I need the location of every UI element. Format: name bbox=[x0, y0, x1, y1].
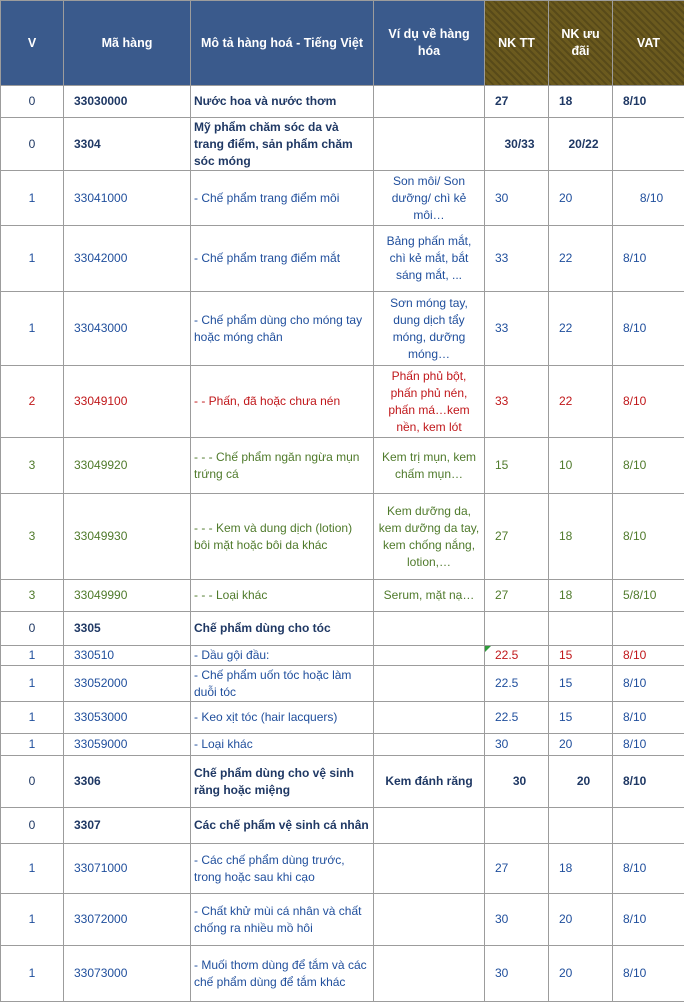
cell-v-text: 0 bbox=[28, 94, 36, 108]
cell-description bbox=[191, 946, 374, 1002]
cell-nk-tt-text: 33 bbox=[495, 251, 509, 265]
table-row bbox=[1, 292, 684, 366]
cell-vat-text: 8/10 bbox=[623, 394, 647, 408]
cell-v-text: 2 bbox=[28, 394, 36, 408]
cell-nk-tt bbox=[485, 366, 549, 438]
cell-example bbox=[374, 734, 485, 756]
cell-description bbox=[191, 226, 374, 292]
cell-code-text: 33043000 bbox=[74, 321, 128, 335]
cell-v bbox=[1, 734, 64, 756]
header-example: Ví dụ về hàng hóa bbox=[374, 1, 485, 86]
cell-vat bbox=[613, 646, 684, 666]
cell-nk-tt-text: 15 bbox=[495, 458, 509, 472]
cell-nk-uu-dai-text: 18 bbox=[559, 529, 573, 543]
cell-description-text: - Chất khử mùi cá nhân và chất chống ra nhiều mồ hôi bbox=[194, 903, 362, 935]
cell-code bbox=[64, 844, 191, 894]
cell-description-text: - - - Loại khác bbox=[194, 588, 268, 602]
cell-vat bbox=[613, 756, 684, 808]
cell-v-text: 1 bbox=[28, 966, 36, 980]
cell-v bbox=[1, 438, 64, 494]
cell-code bbox=[64, 894, 191, 946]
cell-nk-uu-dai-text: 22 bbox=[559, 394, 573, 408]
cell-nk-uu-dai bbox=[549, 646, 613, 666]
cell-nk-tt-text: 33 bbox=[495, 394, 509, 408]
cell-example-text: Phấn phủ bột, phấn phủ nén, phấn má…kem nền, kem lót bbox=[388, 368, 470, 434]
cell-code-text: 33049930 bbox=[74, 529, 128, 543]
cell-nk-uu-dai bbox=[549, 702, 613, 734]
cell-v-text: 3 bbox=[28, 588, 36, 602]
cell-nk-uu-dai bbox=[549, 808, 613, 844]
cell-v bbox=[1, 171, 64, 226]
cell-code bbox=[64, 438, 191, 494]
cell-description bbox=[191, 494, 374, 580]
cell-nk-tt bbox=[485, 438, 549, 494]
cell-example-text: Bảng phấn mắt, chì kẻ mắt, bắt sáng mắt, ... bbox=[386, 234, 472, 282]
cell-v bbox=[1, 756, 64, 808]
cell-nk-tt bbox=[485, 646, 549, 666]
cell-description bbox=[191, 756, 374, 808]
cell-description bbox=[191, 612, 374, 646]
cell-nk-tt-text: 22.5 bbox=[495, 648, 519, 662]
cell-vat bbox=[613, 844, 684, 894]
cell-vat-text: 8/10 bbox=[623, 676, 647, 690]
cell-nk-uu-dai bbox=[549, 894, 613, 946]
cell-example-text: Kem dưỡng da, kem dưỡng da tay, kem chống nắng, lotion,… bbox=[378, 503, 480, 569]
cell-nk-uu-dai bbox=[549, 734, 613, 756]
table-row bbox=[1, 666, 684, 702]
cell-code bbox=[64, 808, 191, 844]
cell-vat bbox=[613, 226, 684, 292]
cell-vat bbox=[613, 292, 684, 366]
cell-description bbox=[191, 171, 374, 226]
cell-example bbox=[374, 702, 485, 734]
cell-code-text: 33052000 bbox=[74, 676, 128, 690]
cell-example-text: Kem đánh răng bbox=[385, 774, 473, 788]
header-description: Mô tả hàng hoá - Tiếng Việt bbox=[191, 1, 374, 86]
cell-code-text: 33059000 bbox=[74, 737, 128, 751]
cell-nk-tt bbox=[485, 666, 549, 702]
cell-example bbox=[374, 86, 485, 118]
cell-nk-tt-text: 22.5 bbox=[495, 676, 519, 690]
cell-description bbox=[191, 894, 374, 946]
cell-description bbox=[191, 702, 374, 734]
cell-v-text: 1 bbox=[28, 861, 36, 875]
cell-nk-uu-dai-text: 20/22 bbox=[568, 136, 599, 151]
table-row bbox=[1, 946, 684, 1002]
cell-v-text: 1 bbox=[28, 912, 36, 926]
cell-vat bbox=[613, 946, 684, 1002]
cell-example bbox=[374, 171, 485, 226]
cell-nk-tt bbox=[485, 808, 549, 844]
cell-nk-uu-dai bbox=[549, 86, 613, 118]
cell-nk-uu-dai-text: 20 bbox=[559, 190, 573, 205]
cell-nk-tt bbox=[485, 226, 549, 292]
cell-nk-uu-dai-text: 15 bbox=[559, 676, 573, 690]
cell-code bbox=[64, 646, 191, 666]
cell-description-text: - Muối thơm dùng để tắm và các chế phẩm dùng để tắm khác bbox=[194, 957, 367, 989]
cell-nk-tt bbox=[485, 734, 549, 756]
cell-vat bbox=[613, 366, 684, 438]
cell-v bbox=[1, 292, 64, 366]
cell-vat-text: 8/10 bbox=[623, 774, 647, 788]
cell-v bbox=[1, 118, 64, 171]
table-row bbox=[1, 844, 684, 894]
table-row bbox=[1, 808, 684, 844]
cell-code-text: 3304 bbox=[74, 136, 101, 151]
cell-vat bbox=[613, 702, 684, 734]
cell-v bbox=[1, 366, 64, 438]
cell-code-text: 3306 bbox=[74, 774, 101, 788]
cell-nk-tt-text: 27 bbox=[495, 861, 509, 875]
header-vat: VAT bbox=[613, 1, 684, 86]
cell-code bbox=[64, 666, 191, 702]
cell-description-text: - - Phấn, đã hoặc chưa nén bbox=[194, 394, 341, 408]
table-row bbox=[1, 226, 684, 292]
cell-example-text: Serum, mặt nạ… bbox=[383, 588, 475, 602]
cell-vat-text: 8/10 bbox=[623, 321, 647, 335]
cell-example bbox=[374, 226, 485, 292]
cell-v-text: 1 bbox=[28, 190, 36, 205]
cell-nk-uu-dai bbox=[549, 666, 613, 702]
cell-nk-tt bbox=[485, 86, 549, 118]
cell-code-text: 33049920 bbox=[74, 458, 128, 472]
cell-vat bbox=[613, 734, 684, 756]
cell-nk-uu-dai-text: 22 bbox=[559, 251, 573, 265]
cell-description-text: - - - Kem và dung dịch (lotion) bôi mặt hoặc bôi da khác bbox=[194, 520, 353, 552]
cell-description-text: - Các chế phẩm dùng trước, trong hoặc sau khi cạo bbox=[194, 852, 345, 884]
cell-v bbox=[1, 86, 64, 118]
cell-vat bbox=[613, 612, 684, 646]
cell-nk-uu-dai-text: 10 bbox=[559, 458, 573, 472]
cell-v-text: 1 bbox=[28, 251, 36, 265]
cell-vat-text: 8/10 bbox=[623, 737, 647, 751]
table-row bbox=[1, 118, 684, 171]
cell-v bbox=[1, 494, 64, 580]
cell-v bbox=[1, 646, 64, 666]
cell-nk-tt bbox=[485, 756, 549, 808]
cell-vat bbox=[613, 666, 684, 702]
cell-vat-text: 8/10 bbox=[623, 458, 647, 472]
cell-vat-text: 8/10 bbox=[623, 648, 647, 662]
cell-nk-tt bbox=[485, 292, 549, 366]
cell-vat bbox=[613, 494, 684, 580]
cell-description-text: Chế phẩm dùng cho tóc bbox=[194, 621, 331, 635]
cell-description bbox=[191, 438, 374, 494]
cell-description bbox=[191, 580, 374, 612]
cell-code bbox=[64, 366, 191, 438]
cell-nk-tt bbox=[485, 494, 549, 580]
cell-description bbox=[191, 808, 374, 844]
cell-code bbox=[64, 118, 191, 171]
cell-nk-tt bbox=[485, 702, 549, 734]
cell-nk-tt-text: 33 bbox=[495, 321, 509, 335]
cell-example bbox=[374, 946, 485, 1002]
cell-example bbox=[374, 366, 485, 438]
cell-code-text: 33030000 bbox=[74, 94, 128, 108]
cell-code bbox=[64, 86, 191, 118]
cell-nk-uu-dai-text: 15 bbox=[559, 648, 573, 662]
cell-nk-uu-dai-text: 15 bbox=[559, 710, 573, 724]
cell-nk-uu-dai bbox=[549, 438, 613, 494]
cell-vat bbox=[613, 118, 684, 171]
cell-description-text: - Keo xịt tóc (hair lacquers) bbox=[194, 710, 338, 724]
cell-description bbox=[191, 292, 374, 366]
cell-code bbox=[64, 756, 191, 808]
cell-nk-uu-dai bbox=[549, 756, 613, 808]
cell-code bbox=[64, 494, 191, 580]
cell-v bbox=[1, 226, 64, 292]
cell-code bbox=[64, 702, 191, 734]
cell-code-text: 3305 bbox=[74, 621, 101, 635]
cell-nk-uu-dai-text: 22 bbox=[559, 321, 573, 335]
cell-nk-tt-text: 30 bbox=[495, 737, 509, 751]
cell-nk-uu-dai bbox=[549, 844, 613, 894]
cell-nk-uu-dai-text: 20 bbox=[559, 912, 573, 926]
cell-code-text: 33049990 bbox=[74, 588, 128, 602]
cell-v bbox=[1, 666, 64, 702]
cell-nk-uu-dai bbox=[549, 366, 613, 438]
cell-nk-uu-dai bbox=[549, 946, 613, 1002]
cell-nk-tt-text: 22.5 bbox=[495, 710, 519, 724]
cell-code-text: 33042000 bbox=[74, 251, 128, 265]
cell-example bbox=[374, 646, 485, 666]
table-row bbox=[1, 756, 684, 808]
cell-description bbox=[191, 646, 374, 666]
cell-v-text: 1 bbox=[28, 676, 36, 690]
cell-code-text: 33041000 bbox=[74, 190, 128, 205]
cell-nk-tt bbox=[485, 171, 549, 226]
cell-nk-tt-text: 27 bbox=[495, 94, 509, 108]
cell-description bbox=[191, 844, 374, 894]
cell-code bbox=[64, 734, 191, 756]
table-row bbox=[1, 734, 684, 756]
cell-vat bbox=[613, 894, 684, 946]
table-row bbox=[1, 438, 684, 494]
cell-code bbox=[64, 946, 191, 1002]
cell-description bbox=[191, 86, 374, 118]
cell-nk-tt-text: 30/33 bbox=[504, 136, 535, 151]
cell-example bbox=[374, 118, 485, 171]
cell-nk-uu-dai bbox=[549, 292, 613, 366]
cell-code-text: 33049100 bbox=[74, 394, 128, 408]
cell-v-text: 0 bbox=[28, 774, 36, 788]
cell-vat-text: 8/10 bbox=[623, 94, 647, 108]
cell-nk-uu-dai-text: 20 bbox=[559, 737, 573, 751]
cell-v bbox=[1, 894, 64, 946]
table-row bbox=[1, 366, 684, 438]
cell-example bbox=[374, 844, 485, 894]
cell-nk-tt bbox=[485, 946, 549, 1002]
cell-nk-uu-dai bbox=[549, 226, 613, 292]
cell-v-text: 3 bbox=[28, 529, 36, 543]
cell-example bbox=[374, 580, 485, 612]
cell-nk-tt bbox=[485, 580, 549, 612]
cell-description-text: - Chế phẩm dùng cho móng tay hoặc móng chân bbox=[194, 312, 363, 344]
cell-nk-tt bbox=[485, 844, 549, 894]
cell-code bbox=[64, 171, 191, 226]
cell-example bbox=[374, 666, 485, 702]
cell-code-text: 330510 bbox=[74, 648, 115, 662]
cell-description bbox=[191, 734, 374, 756]
header-code: Mã hàng bbox=[64, 1, 191, 86]
cell-description-text: Các chế phẩm vệ sinh cá nhân bbox=[194, 818, 369, 832]
cell-example-text: Son môi/ Son dưỡng/ chì kẻ môi… bbox=[391, 173, 467, 222]
cell-description-text: Mỹ phẩm chăm sóc da và trang điểm, sản phẩm chăm sóc móng bbox=[194, 119, 353, 168]
cell-description-text: Chế phẩm dùng cho vệ sinh răng hoặc miệng bbox=[194, 765, 355, 797]
cell-nk-tt-text: 27 bbox=[495, 588, 509, 602]
cell-vat-text: 8/10 bbox=[623, 710, 647, 724]
cell-example bbox=[374, 292, 485, 366]
table-row bbox=[1, 646, 684, 666]
cell-vat-text: 5/8/10 bbox=[623, 588, 657, 602]
cell-nk-tt-text: 30 bbox=[495, 966, 509, 980]
cell-vat-text: 8/10 bbox=[639, 190, 664, 205]
cell-nk-uu-dai-text: 20 bbox=[559, 966, 573, 980]
cell-description bbox=[191, 366, 374, 438]
cell-nk-tt bbox=[485, 894, 549, 946]
cell-vat bbox=[613, 808, 684, 844]
cell-description bbox=[191, 118, 374, 171]
cell-vat bbox=[613, 86, 684, 118]
header-nk-tt: NK TT bbox=[485, 1, 549, 86]
header-v: V bbox=[1, 1, 64, 86]
cell-example bbox=[374, 756, 485, 808]
cell-nk-uu-dai bbox=[549, 580, 613, 612]
cell-v bbox=[1, 844, 64, 894]
cell-example-text: Kem trị mụn, kem chấm mụn… bbox=[381, 449, 477, 481]
cell-v-text: 0 bbox=[28, 621, 36, 635]
table-row bbox=[1, 86, 684, 118]
table-row bbox=[1, 171, 684, 226]
cell-vat-text: 8/10 bbox=[623, 529, 647, 543]
cell-nk-uu-dai-text: 18 bbox=[559, 94, 573, 108]
cell-nk-tt bbox=[485, 118, 549, 171]
cell-description bbox=[191, 666, 374, 702]
cell-example bbox=[374, 808, 485, 844]
cell-v-text: 0 bbox=[28, 136, 36, 151]
cell-v bbox=[1, 946, 64, 1002]
cell-nk-uu-dai bbox=[549, 118, 613, 171]
cell-v bbox=[1, 808, 64, 844]
table-row bbox=[1, 702, 684, 734]
cell-description-text: - Chế phẩm uốn tóc hoặc làm duỗi tóc bbox=[194, 667, 352, 699]
cell-nk-tt-text: 30 bbox=[512, 774, 527, 788]
cell-code-text: 3307 bbox=[74, 818, 101, 832]
cell-v-text: 0 bbox=[28, 818, 36, 832]
cell-nk-uu-dai bbox=[549, 494, 613, 580]
cell-nk-uu-dai bbox=[549, 612, 613, 646]
table-row bbox=[1, 494, 684, 580]
cell-vat bbox=[613, 171, 684, 226]
cell-v-text: 1 bbox=[28, 648, 36, 662]
cell-v-text: 1 bbox=[28, 710, 36, 724]
table-row bbox=[1, 894, 684, 946]
cell-code-text: 33073000 bbox=[74, 966, 128, 980]
cell-nk-tt-text: 27 bbox=[495, 529, 509, 543]
cell-code-text: 33072000 bbox=[74, 912, 128, 926]
cell-nk-uu-dai bbox=[549, 171, 613, 226]
table-row bbox=[1, 580, 684, 612]
cell-code bbox=[64, 580, 191, 612]
cell-nk-tt bbox=[485, 612, 549, 646]
cell-vat-text: 8/10 bbox=[623, 912, 647, 926]
cell-example bbox=[374, 612, 485, 646]
cell-example-text: Sơn móng tay, dung dịch tẩy móng, dưỡng móng… bbox=[390, 295, 468, 361]
table-body bbox=[1, 86, 684, 1002]
cell-example bbox=[374, 494, 485, 580]
cell-v bbox=[1, 702, 64, 734]
cell-description-text: - Loại khác bbox=[194, 737, 253, 751]
cell-description-text: - - - Chế phẩm ngăn ngừa mụn trứng cá bbox=[194, 449, 360, 481]
cell-code bbox=[64, 612, 191, 646]
cell-code bbox=[64, 226, 191, 292]
cell-description-text: Nước hoa và nước thơm bbox=[194, 94, 337, 108]
header-row bbox=[1, 1, 684, 86]
cell-nk-uu-dai-text: 18 bbox=[559, 588, 573, 602]
cell-nk-uu-dai-text: 18 bbox=[559, 861, 573, 875]
cell-description-text: - Dầu gội đầu: bbox=[194, 648, 270, 662]
cell-v bbox=[1, 612, 64, 646]
cell-vat-text: 8/10 bbox=[623, 966, 647, 980]
cell-description-text: - Chế phẩm trang điểm môi bbox=[194, 190, 340, 205]
cell-description-text: - Chế phẩm trang điểm mắt bbox=[194, 251, 341, 265]
cell-v-text: 3 bbox=[28, 458, 36, 472]
cell-v bbox=[1, 580, 64, 612]
cell-vat bbox=[613, 438, 684, 494]
header-nk-uu-dai: NK ưu đãi bbox=[549, 1, 613, 86]
cell-nk-tt-text: 30 bbox=[495, 912, 509, 926]
cell-code-text: 33071000 bbox=[74, 861, 128, 875]
cell-example bbox=[374, 894, 485, 946]
cell-code-text: 33053000 bbox=[74, 710, 128, 724]
cell-vat bbox=[613, 580, 684, 612]
cell-v-text: 1 bbox=[28, 737, 36, 751]
cell-example bbox=[374, 438, 485, 494]
cell-nk-uu-dai-text: 20 bbox=[576, 774, 591, 788]
cell-nk-tt-text: 30 bbox=[495, 190, 509, 205]
table-row bbox=[1, 612, 684, 646]
cell-v-text: 1 bbox=[28, 321, 36, 335]
cell-code bbox=[64, 292, 191, 366]
cell-vat-text: 8/10 bbox=[623, 251, 647, 265]
cell-vat-text: 8/10 bbox=[623, 861, 647, 875]
comment-indicator-icon bbox=[485, 646, 491, 652]
